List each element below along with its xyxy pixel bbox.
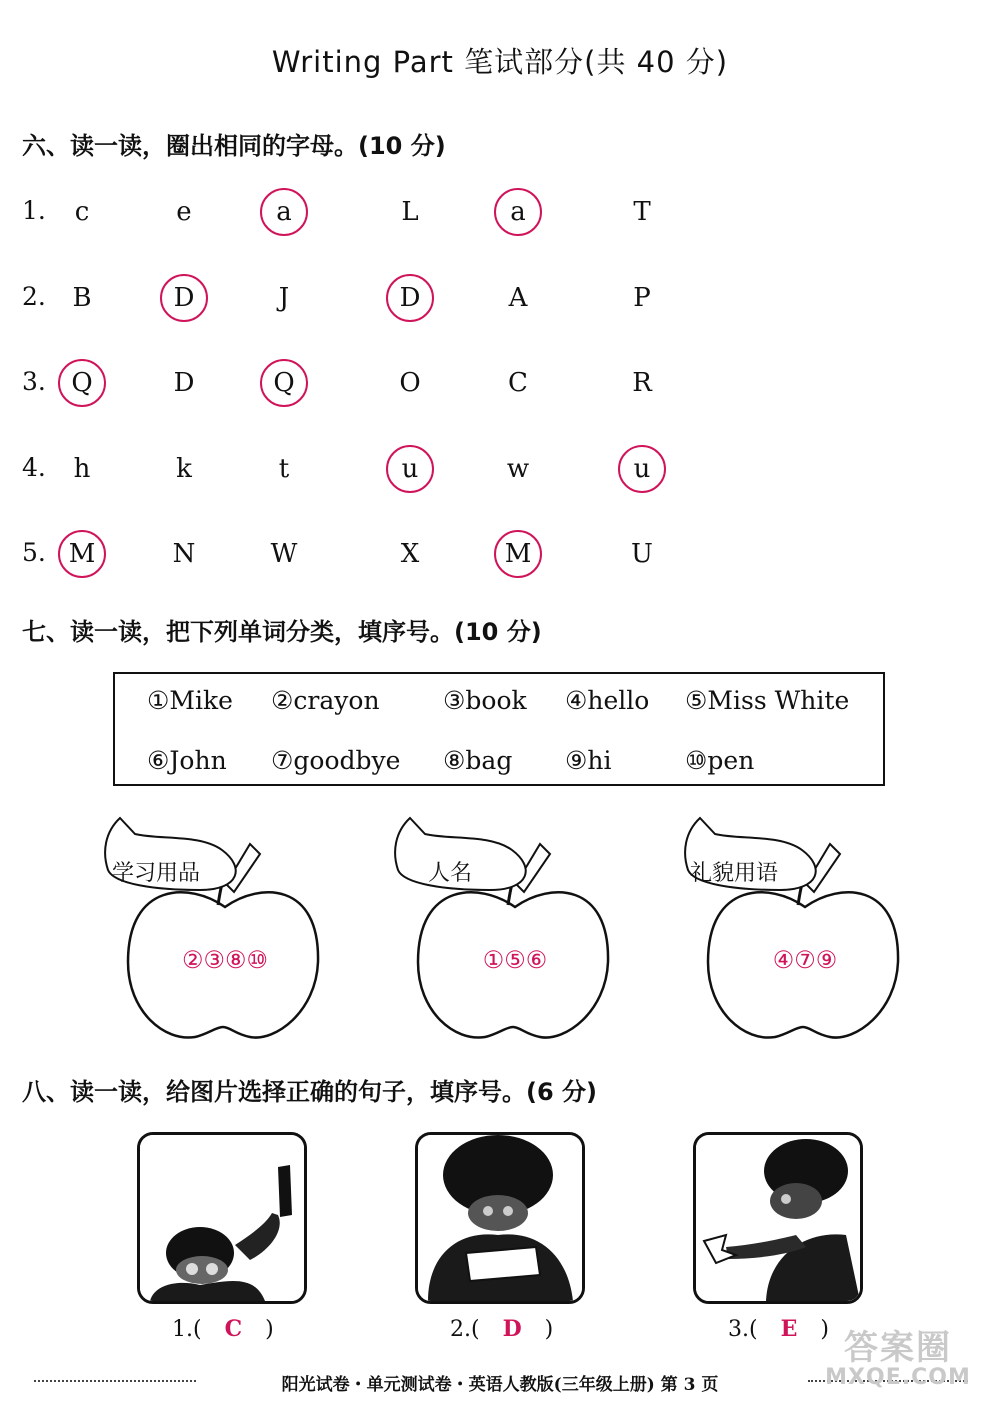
circled-letter: M bbox=[58, 530, 106, 578]
row-number: 5. bbox=[22, 538, 46, 567]
row-number: 1. bbox=[22, 196, 46, 225]
row-number: 4. bbox=[22, 453, 46, 482]
circled-letter: D bbox=[160, 274, 208, 322]
answer-2-close: ) bbox=[544, 1317, 554, 1342]
picture-3 bbox=[693, 1132, 863, 1304]
section-6-heading: 六、读一读，圈出相同的字母。(10 分) bbox=[22, 132, 446, 160]
answer-1-value: C bbox=[224, 1316, 243, 1342]
apple-polite-phrases bbox=[680, 812, 910, 1047]
letter: U bbox=[631, 539, 653, 569]
letter: h bbox=[73, 454, 91, 484]
letter: L bbox=[401, 197, 419, 227]
circled-letter: a bbox=[260, 188, 308, 236]
apple-label-1: 学习用品 bbox=[112, 861, 201, 886]
watermark-logo bbox=[818, 1320, 978, 1390]
answer-1-close: ) bbox=[265, 1317, 274, 1342]
circled-letter: Q bbox=[260, 359, 308, 407]
letter: P bbox=[633, 283, 651, 313]
apple-school-supplies bbox=[100, 812, 330, 1047]
watermark-bottom: MXQE.COM bbox=[825, 1365, 971, 1390]
letter: k bbox=[176, 454, 192, 484]
word-2: ②crayon bbox=[271, 686, 380, 715]
apple-outline-icon bbox=[100, 812, 330, 1047]
word-10: ⑩pen bbox=[685, 746, 755, 775]
answer-3-value: E bbox=[780, 1316, 798, 1342]
section-7-heading: 七、读一读，把下列单词分类，填序号。(10 分) bbox=[22, 618, 542, 646]
circled-letter: D bbox=[386, 274, 434, 322]
word-8: ⑧bag bbox=[443, 746, 513, 775]
answer-3 bbox=[728, 1316, 829, 1342]
word-3: ③book bbox=[443, 686, 527, 715]
word-9: ⑨hi bbox=[565, 746, 612, 775]
apple-names bbox=[390, 812, 620, 1047]
row-number: 2. bbox=[22, 282, 46, 311]
apple-answer-3: ④⑦⑨ bbox=[772, 946, 838, 974]
letter: O bbox=[399, 368, 421, 398]
letter: X bbox=[400, 539, 420, 569]
letter: e bbox=[176, 197, 192, 227]
watermark-top: 答案圈 bbox=[844, 1328, 952, 1368]
page-title: Writing Part 笔试部分(共 40 分) bbox=[271, 45, 729, 79]
section-8-heading: 八、读一读，给图片选择正确的句子，填序号。(6 分) bbox=[22, 1078, 597, 1106]
page-footer: 阳光试卷・单元测试卷・英语人教版(三年级上册) 第 3 页 bbox=[281, 1375, 719, 1395]
boy-with-crayon-illustration bbox=[696, 1135, 860, 1301]
letter: W bbox=[270, 539, 298, 569]
letter: T bbox=[633, 197, 651, 227]
word-5: ⑤Miss White bbox=[685, 686, 850, 715]
letter: B bbox=[72, 283, 92, 313]
word-1: ①Mike bbox=[147, 686, 233, 715]
apple-answer-1: ②③⑧⑩ bbox=[181, 946, 269, 974]
answer-2-value: D bbox=[502, 1316, 522, 1342]
circled-letter: Q bbox=[58, 359, 106, 407]
letter: A bbox=[508, 283, 528, 313]
apple-label-3: 礼貌用语 bbox=[690, 861, 779, 886]
letter: J bbox=[278, 283, 290, 313]
letter: t bbox=[278, 454, 290, 484]
letter: w bbox=[506, 454, 530, 484]
word-6: ⑥John bbox=[147, 746, 227, 775]
letter: C bbox=[508, 368, 528, 398]
word-7: ⑦goodbye bbox=[271, 746, 401, 775]
circled-letter: u bbox=[618, 445, 666, 493]
word-4: ④hello bbox=[565, 686, 650, 715]
picture-2 bbox=[415, 1132, 585, 1304]
letter: R bbox=[632, 368, 652, 398]
circled-letter: M bbox=[494, 530, 542, 578]
apple-outline-icon bbox=[680, 812, 910, 1047]
boy-with-book-illustration bbox=[418, 1135, 582, 1301]
answer-1-number: 1.( bbox=[172, 1317, 202, 1342]
picture-1 bbox=[137, 1132, 307, 1304]
letter: c bbox=[74, 197, 90, 227]
apple-label-2: 人名 bbox=[428, 861, 473, 886]
answer-3-number: 3.( bbox=[728, 1317, 758, 1342]
circled-letter: a bbox=[494, 188, 542, 236]
word-bank bbox=[113, 672, 885, 786]
answer-2 bbox=[450, 1316, 553, 1342]
boy-raising-hand-illustration bbox=[140, 1135, 304, 1301]
apple-outline-icon bbox=[390, 812, 620, 1047]
answer-1 bbox=[172, 1316, 274, 1342]
letter: N bbox=[172, 539, 196, 569]
circled-letter: u bbox=[386, 445, 434, 493]
apple-answer-2: ①⑤⑥ bbox=[482, 946, 548, 974]
answer-2-number: 2.( bbox=[450, 1317, 480, 1342]
answer-3-close: ) bbox=[820, 1317, 829, 1342]
row-number: 3. bbox=[22, 367, 46, 396]
letter: D bbox=[173, 368, 195, 398]
